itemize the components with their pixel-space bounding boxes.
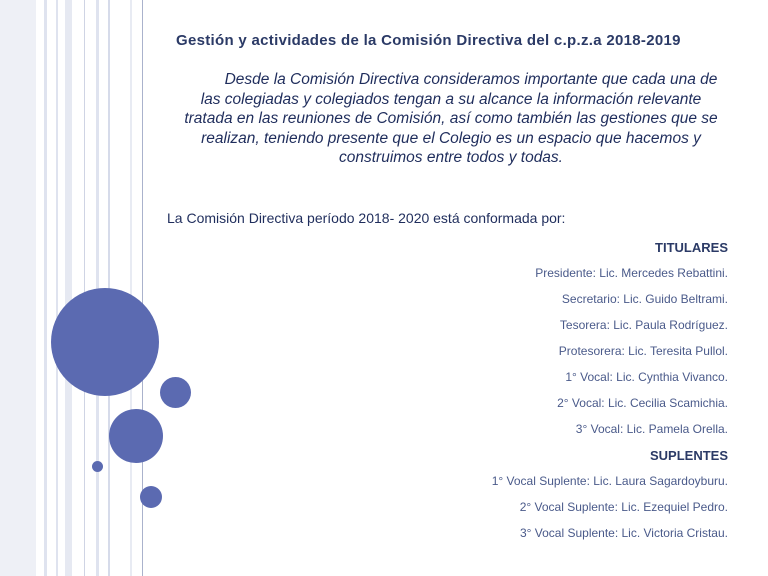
page-title: Gestión y actividades de la Comisión Directiva del c.p.z.a 2018-2019 [176,32,681,49]
member-row: 2° Vocal Suplente: Lic. Ezequiel Pedro. [519,500,728,514]
intro-line: tratada en las reuniones de Comisión, así como también las gestiones que se [184,110,718,127]
member-row: 3° Vocal: Lic. Pamela Orella. [575,422,728,436]
intro-line: realizan, teniendo presente que el Colegio es un espacio que hacemos y [201,129,701,147]
decorative-circle-small-2 [140,486,162,508]
decorative-circle-medium [109,409,163,463]
decorative-circle-small [160,377,191,408]
member-row: 2° Vocal: Lic. Cecilia Scamichia. [557,396,728,410]
member-list [208,240,728,552]
titulares-heading: TITULARES [655,240,728,255]
intro-paragraph [152,70,750,168]
member-row: Protesorera: Lic. Teresita Pullol. [558,344,728,358]
intro-line: Desde la Comisión Directiva consideramos importante que cada una de [224,71,718,88]
decorative-circle-dot [92,461,103,472]
decorative-margin [0,0,145,576]
member-row: Tesorera: Lic. Paula Rodríguez. [559,318,728,332]
intro-line: las colegiadas y colegiados tengan a su alcance la información relevante [200,90,702,108]
member-row: Secretario: Lic. Guido Beltrami. [561,292,728,306]
suplentes-heading: SUPLENTES [649,448,728,463]
decorative-circle-large [51,288,159,396]
commission-subheading: La Comisión Directiva período 2018- 2020 está conformada por: [167,210,566,226]
intro-line: construimos entre todos y todas. [338,149,563,166]
member-row: Presidente: Lic. Mercedes Rebattini. [535,266,728,280]
member-row: 1° Vocal Suplente: Lic. Laura Sagardoyburu. [491,474,728,488]
member-row: 3° Vocal Suplente: Lic. Victoria Cristau. [519,526,728,540]
member-row: 1° Vocal: Lic. Cynthia Vivanco. [565,370,728,384]
